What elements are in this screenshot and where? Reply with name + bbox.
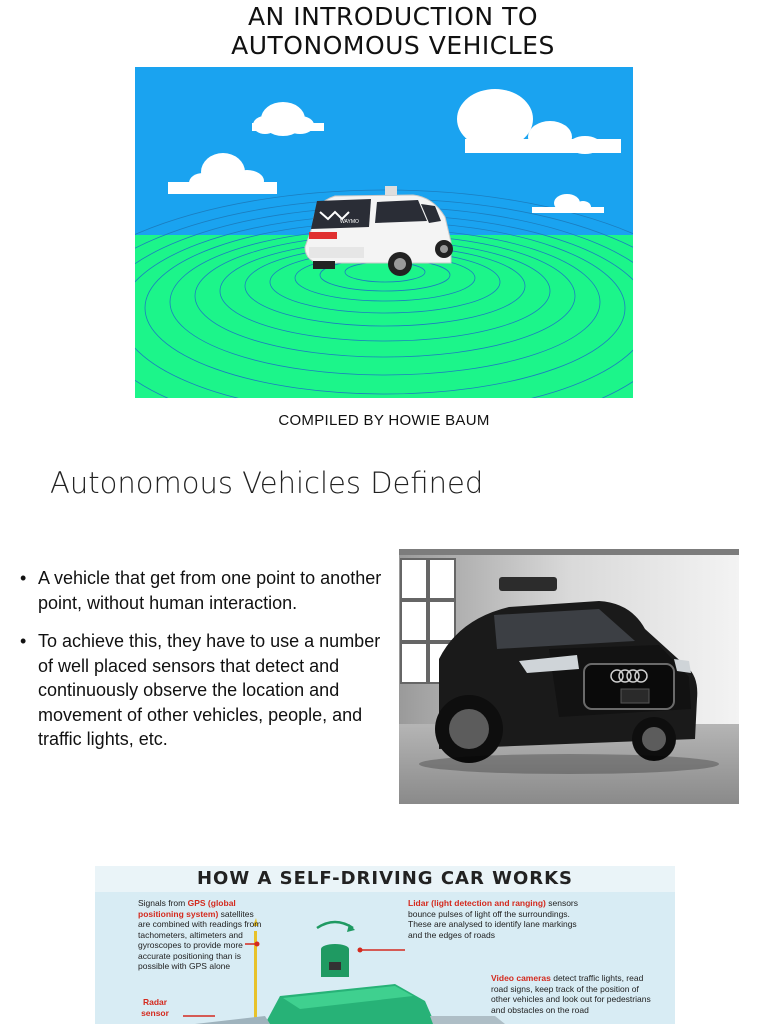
video-note-post: detect traffic lights, read road signs, keep track of the position of other vehicles and look out for pedestrians and obstacles on the road [491,973,651,1015]
section-heading: Autonomous Vehicles Defined [50,466,484,500]
video-camera-note [491,973,651,1015]
car-badge: WAYMO [340,219,359,225]
bullet-text: To achieve this, they have to use a number of well placed sensors that detect and continuously observe the location and movement of other vehicles, people, and traffic lights, etc. [38,631,381,749]
author-credit: COMPILED BY HOWIE BAUM [278,412,490,429]
infographic-title: HOW A SELF-DRIVING CAR WORKS [196,868,574,889]
bullet-icon: • [20,568,27,588]
list-item [20,629,388,752]
hero-illustration [135,67,633,398]
lidar-note [408,898,583,940]
gps-note [138,898,268,972]
car-photo [399,549,739,804]
title-line-1: AN INTRODUCTION TO [247,2,539,31]
list-item [20,566,388,615]
lidar-note-highlight: Lidar (light detection and ranging) [408,898,546,908]
infographic [95,866,675,1024]
waymo-car-illustration [135,67,633,398]
title-line-2: AUTONOMOUS VEHICLES [231,31,555,60]
gps-note-pre: Signals from [138,898,188,908]
audi-test-car-photo [399,549,739,804]
video-note-highlight: Video cameras [491,973,551,983]
gps-note-highlight: GPS (global positioning system) [138,898,236,919]
bullet-icon: • [20,631,27,651]
radar-note: Radar sensor [141,997,169,1018]
bullet-text: A vehicle that get from one point to another point, without human interaction. [38,568,382,613]
lidar-note-post: sensors bounce pulses of light off the surroundings. These are analysed to identify lane markings and the edges of roads [408,898,579,940]
bullet-list [20,566,388,766]
gps-note-post: satellites are combined with readings from tachometers, altimeters and gyroscopes to provide more accurate positioning than is possible with GPS alone [138,908,262,971]
page-title [0,2,768,60]
